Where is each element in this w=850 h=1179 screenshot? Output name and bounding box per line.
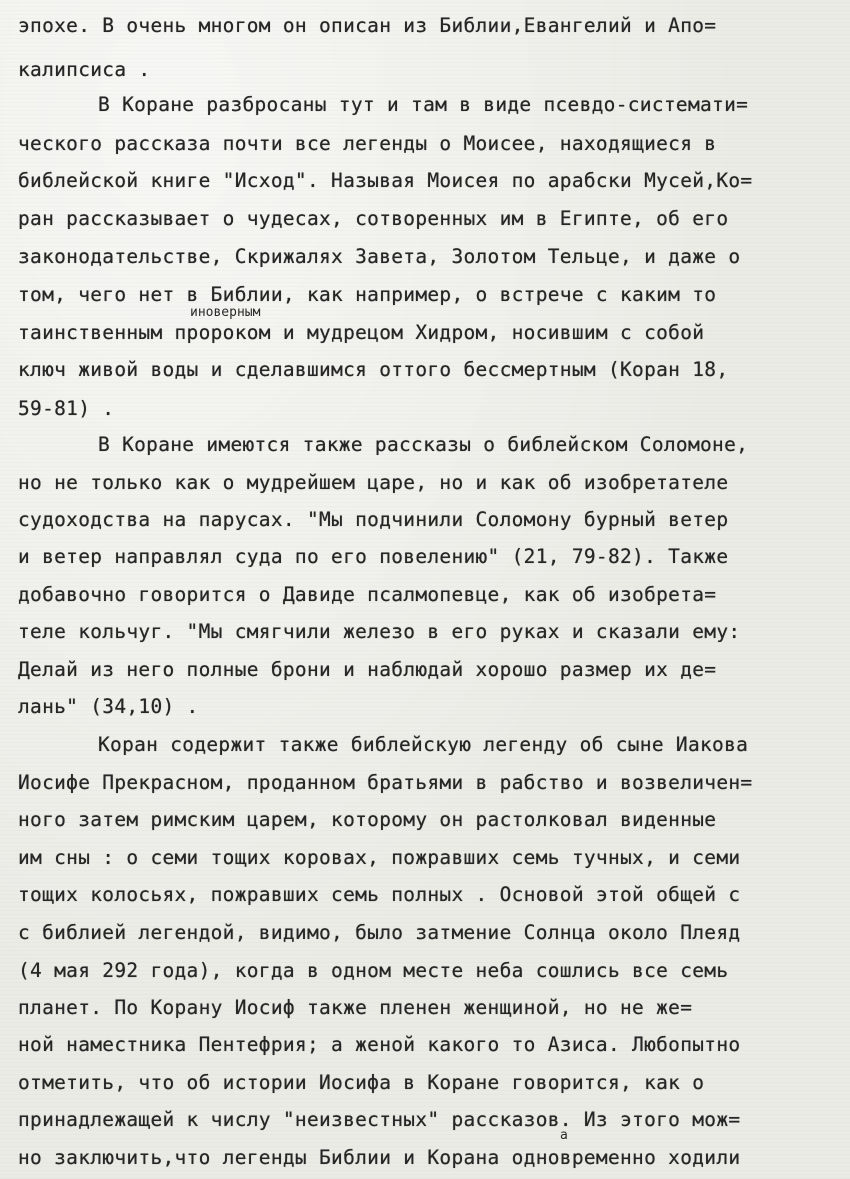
text-line: судоходства на парусах. "Мы подчинили Соломону бурный ветер — [18, 508, 729, 531]
text-line: В Коране разбросаны тут и там в виде псевдо-системати= — [98, 93, 749, 116]
text-line: Делай из него полные брони и наблюдай хорошо размер их де= — [18, 658, 717, 681]
text-line: (4 мая 292 года), когда в одном месте неба сошлись все семь — [18, 959, 729, 982]
text-line: добавочно говорится о Давиде псалмопевце, как об изобрета= — [18, 583, 717, 606]
text-line: законодательстве, Скрижалях Завета, Золотом Тельце, и даже о — [18, 245, 741, 268]
text-line: эпохе. В очень многом он описан из Библии,Евангелий и Апо= — [18, 14, 717, 37]
handwritten-insertion: а — [560, 1128, 568, 1143]
text-line: ного затем римским царем, которому он растолковал виденные — [18, 808, 717, 831]
text-line: им сны : о семи тощих коровах, пожравших семь тучных, и семи — [18, 846, 741, 869]
text-line: ной наместника Пентефрия; а женой какого то Азиса. Любопытно — [18, 1033, 741, 1056]
text-line: но не только как о мудрейшем царе, но и как об изобретателе — [18, 471, 729, 494]
text-line: ключ живой воды и сделавшимся оттого бессмертным (Коран 18, — [18, 358, 729, 381]
text-line: Иосифе Прекрасном, проданном братьями в рабство и возвеличен= — [18, 771, 753, 794]
text-line: планет. По Корану Иосиф также пленен женщиной, но не же= — [18, 996, 693, 1019]
text-line: В Коране имеются также рассказы о библейском Соломоне, — [98, 433, 749, 456]
text-line: но заключить,что легенды Библии и Корана одновременно ходили — [18, 1146, 741, 1169]
text-line: том, чего нет в Библии, как например, о встрече с каким то — [18, 283, 717, 306]
text-line: ран рассказывает о чудесах, сотворенных им в Египте, об его — [18, 207, 729, 230]
text-line: тощих колосьях, пожравших семь полных . Основой этой общей с — [18, 883, 741, 906]
text-line: ческого рассказа почти все легенды о Моисее, находящиеся в — [18, 132, 717, 155]
text-line: лань" (34,10) . — [18, 695, 199, 718]
text-line: и ветер направлял суда по его повелению" (21, 79-82). Также — [18, 545, 729, 568]
text-line: принадлежащей к числу "неизвестных" рассказов. Из этого мож= — [18, 1108, 741, 1131]
text-line: калипсиса . — [18, 58, 151, 81]
text-line: 59-81) . — [18, 397, 115, 420]
text-line: теле кольчуг. "Мы смягчили железо в его руках и сказали ему: — [18, 620, 741, 643]
text-line: отметить, что об истории Иосифа в Коране говорится, как о — [18, 1071, 705, 1094]
text-line: таинственным пророком и мудрецом Хидром, носившим с собой — [18, 321, 705, 344]
handwritten-insertion: иноверным — [190, 305, 261, 320]
text-line: библейской книге "Исход". Называя Моисея по арабски Мусей,Ко= — [18, 169, 753, 192]
text-line: с библией легендой, видимо, было затмение Солнца около Плеяд — [18, 921, 741, 944]
text-line: Коран содержит также библейскую легенду об сыне Иакова — [98, 733, 749, 756]
